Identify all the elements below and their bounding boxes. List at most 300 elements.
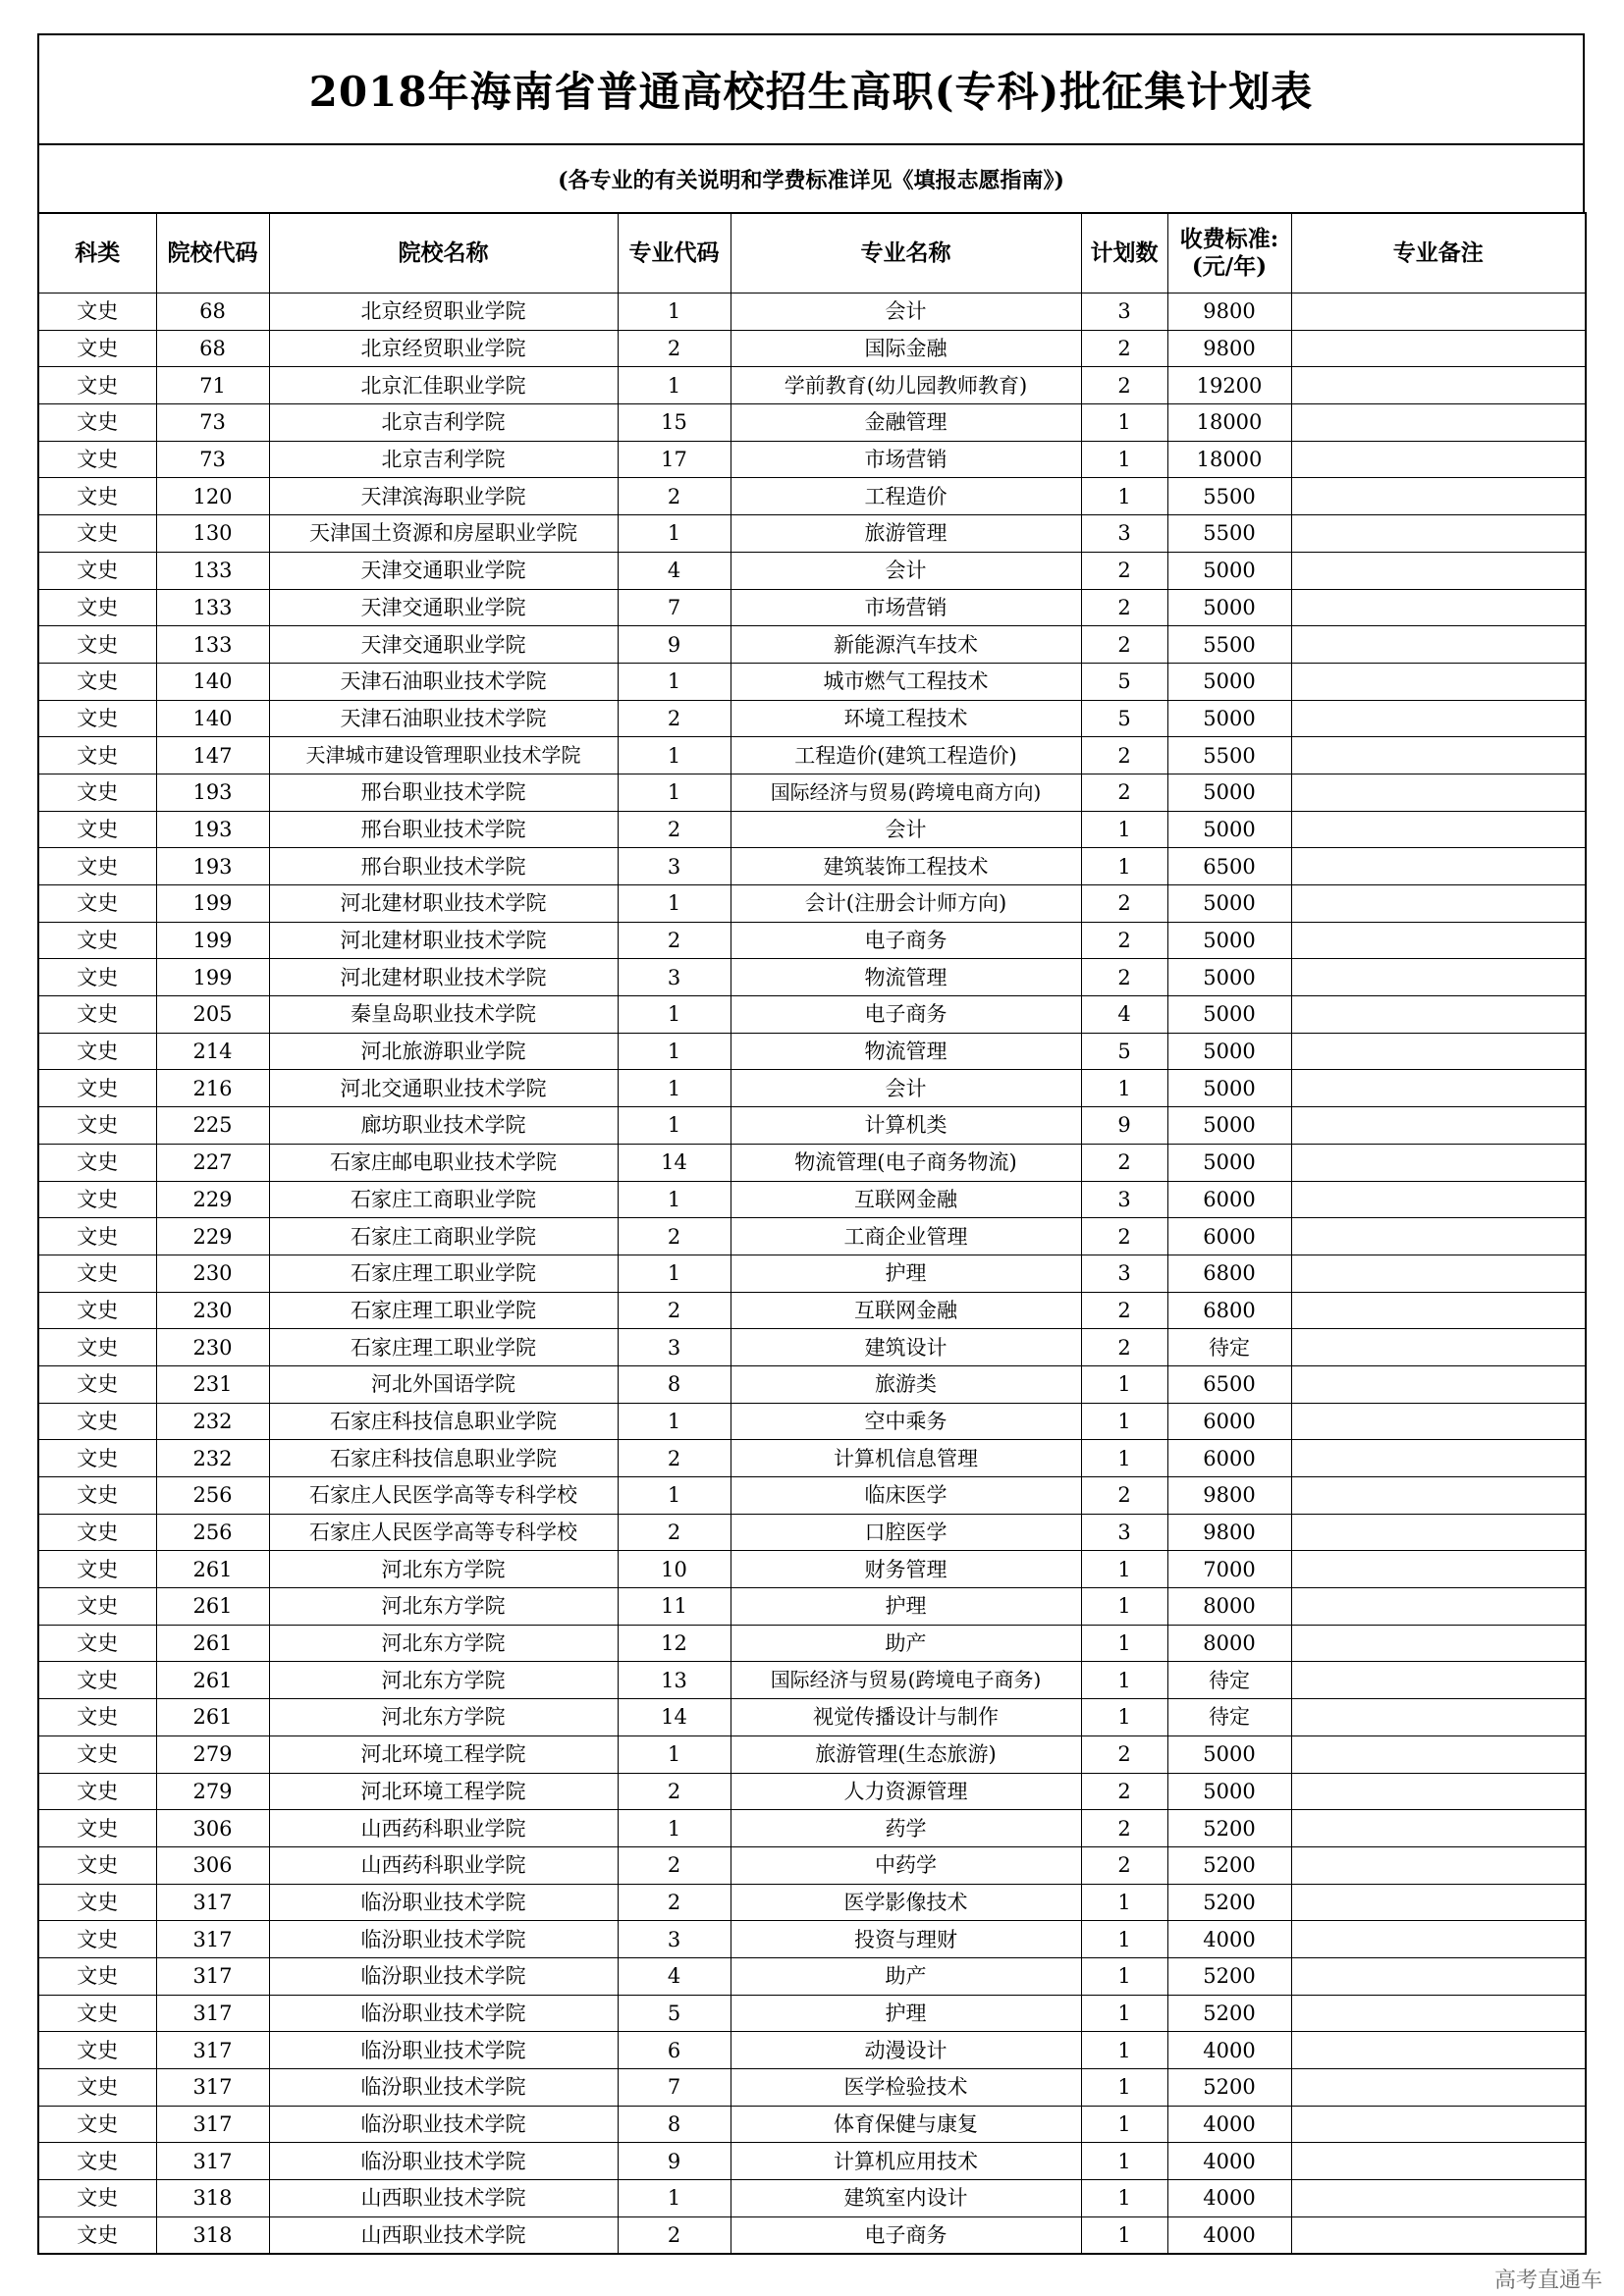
cell-major-code: 2 xyxy=(618,1773,731,1810)
cell-subject: 文史 xyxy=(38,478,156,515)
cell-remarks xyxy=(1291,2106,1586,2143)
table-row xyxy=(38,2032,1586,2069)
table-row xyxy=(38,2216,1586,2254)
cell-major-name: 建筑室内设计 xyxy=(731,2180,1081,2217)
cell-major-code: 1 xyxy=(618,1070,731,1107)
cell-major-name: 会计(注册会计师方向) xyxy=(731,885,1081,923)
cell-school-name: 秦皇岛职业技术学院 xyxy=(269,996,618,1034)
cell-major-name: 旅游管理 xyxy=(731,515,1081,553)
cell-school-code: 317 xyxy=(156,2143,269,2180)
cell-subject: 文史 xyxy=(38,1292,156,1329)
cell-remarks xyxy=(1291,996,1586,1034)
watermark: 高考直通车 xyxy=(1493,2269,1602,2293)
cell-school-code: 317 xyxy=(156,1884,269,1921)
table-row xyxy=(38,589,1586,626)
cell-school-name: 石家庄工商职业学院 xyxy=(269,1218,618,1255)
cell-school-name: 北京吉利学院 xyxy=(269,404,618,442)
cell-major-code: 2 xyxy=(618,811,731,848)
cell-remarks xyxy=(1291,1218,1586,1255)
cell-remarks xyxy=(1291,2180,1586,2217)
cell-subject: 文史 xyxy=(38,1033,156,1070)
cell-school-name: 河北东方学院 xyxy=(269,1551,618,1588)
cell-remarks xyxy=(1291,1107,1586,1145)
cell-plan-count: 1 xyxy=(1081,1625,1167,1662)
table-row xyxy=(38,1292,1586,1329)
table-row xyxy=(38,1181,1586,1218)
cell-tuition: 5200 xyxy=(1167,1846,1291,1884)
cell-subject: 文史 xyxy=(38,441,156,478)
cell-major-code: 2 xyxy=(618,700,731,737)
table-row xyxy=(38,1144,1586,1181)
cell-remarks xyxy=(1291,294,1586,331)
cell-remarks xyxy=(1291,1403,1586,1440)
cell-school-code: 68 xyxy=(156,330,269,367)
table-row xyxy=(38,737,1586,774)
table-row xyxy=(38,1551,1586,1588)
cell-tuition: 5500 xyxy=(1167,626,1291,664)
cell-major-name: 助产 xyxy=(731,1625,1081,1662)
cell-major-name: 体育保健与康复 xyxy=(731,2106,1081,2143)
cell-major-name: 医学检验技术 xyxy=(731,2069,1081,2107)
cell-tuition: 4000 xyxy=(1167,2216,1291,2254)
cell-major-code: 2 xyxy=(618,478,731,515)
table-row xyxy=(38,367,1586,404)
cell-school-name: 河北外国语学院 xyxy=(269,1365,618,1403)
cell-school-code: 318 xyxy=(156,2216,269,2254)
cell-school-name: 石家庄人民医学高等专科学校 xyxy=(269,1514,618,1551)
cell-school-code: 279 xyxy=(156,1773,269,1810)
cell-subject: 文史 xyxy=(38,1070,156,1107)
cell-school-name: 石家庄人民医学高等专科学校 xyxy=(269,1477,618,1515)
cell-remarks xyxy=(1291,330,1586,367)
cell-major-name: 动漫设计 xyxy=(731,2032,1081,2069)
cell-tuition: 5200 xyxy=(1167,1995,1291,2032)
cell-school-code: 199 xyxy=(156,922,269,959)
cell-remarks xyxy=(1291,1514,1586,1551)
cell-subject: 文史 xyxy=(38,1662,156,1699)
table-row xyxy=(38,1699,1586,1736)
cell-major-code: 1 xyxy=(618,1477,731,1515)
cell-tuition: 5000 xyxy=(1167,1773,1291,1810)
table-row xyxy=(38,1846,1586,1884)
cell-major-name: 工商企业管理 xyxy=(731,1218,1081,1255)
cell-school-code: 133 xyxy=(156,552,269,589)
cell-subject: 文史 xyxy=(38,589,156,626)
cell-plan-count: 1 xyxy=(1081,1588,1167,1626)
cell-plan-count: 1 xyxy=(1081,2180,1167,2217)
cell-tuition: 5500 xyxy=(1167,737,1291,774)
cell-remarks xyxy=(1291,1070,1586,1107)
cell-subject: 文史 xyxy=(38,1440,156,1477)
table-row xyxy=(38,922,1586,959)
cell-school-code: 230 xyxy=(156,1329,269,1366)
table-row xyxy=(38,1365,1586,1403)
cell-subject: 文史 xyxy=(38,1699,156,1736)
table-row xyxy=(38,294,1586,331)
cell-subject: 文史 xyxy=(38,1403,156,1440)
cell-school-code: 317 xyxy=(156,2069,269,2107)
cell-tuition: 5000 xyxy=(1167,1033,1291,1070)
cell-tuition: 5000 xyxy=(1167,811,1291,848)
cell-major-name: 物流管理(电子商务物流) xyxy=(731,1144,1081,1181)
cell-subject: 文史 xyxy=(38,1218,156,1255)
cell-major-code: 1 xyxy=(618,1255,731,1292)
cell-plan-count: 1 xyxy=(1081,1403,1167,1440)
cell-subject: 文史 xyxy=(38,1477,156,1515)
cell-remarks xyxy=(1291,1292,1586,1329)
table-row xyxy=(38,663,1586,700)
cell-school-name: 临汾职业技术学院 xyxy=(269,1957,618,1995)
cell-tuition: 6500 xyxy=(1167,1365,1291,1403)
cell-major-name: 国际经济与贸易(跨境电商方向) xyxy=(731,774,1081,811)
cell-remarks xyxy=(1291,1699,1586,1736)
header-plan-count: 计划数 xyxy=(1081,213,1167,294)
cell-tuition: 6800 xyxy=(1167,1255,1291,1292)
cell-school-code: 199 xyxy=(156,959,269,996)
cell-tuition: 5000 xyxy=(1167,774,1291,811)
cell-major-name: 临床医学 xyxy=(731,1477,1081,1515)
cell-school-code: 232 xyxy=(156,1440,269,1477)
cell-major-code: 15 xyxy=(618,404,731,442)
cell-major-name: 学前教育(幼儿园教师教育) xyxy=(731,367,1081,404)
cell-tuition: 5000 xyxy=(1167,552,1291,589)
table-row xyxy=(38,478,1586,515)
cell-tuition: 5200 xyxy=(1167,1957,1291,1995)
cell-remarks xyxy=(1291,774,1586,811)
table-row xyxy=(38,1995,1586,2032)
cell-subject: 文史 xyxy=(38,404,156,442)
cell-school-name: 河北东方学院 xyxy=(269,1699,618,1736)
cell-school-code: 317 xyxy=(156,1921,269,1958)
cell-school-name: 邢台职业技术学院 xyxy=(269,774,618,811)
table-row xyxy=(38,1662,1586,1699)
cell-school-name: 石家庄科技信息职业学院 xyxy=(269,1440,618,1477)
cell-tuition: 4000 xyxy=(1167,2032,1291,2069)
cell-school-name: 天津石油职业技术学院 xyxy=(269,663,618,700)
cell-major-name: 助产 xyxy=(731,1957,1081,1995)
cell-subject: 文史 xyxy=(38,1255,156,1292)
cell-subject: 文史 xyxy=(38,1514,156,1551)
cell-plan-count: 1 xyxy=(1081,2069,1167,2107)
cell-school-name: 天津交通职业学院 xyxy=(269,626,618,664)
cell-remarks xyxy=(1291,1033,1586,1070)
cell-major-name: 会计 xyxy=(731,294,1081,331)
header-major-name: 专业名称 xyxy=(731,213,1081,294)
cell-major-code: 8 xyxy=(618,2106,731,2143)
cell-school-code: 318 xyxy=(156,2180,269,2217)
cell-remarks xyxy=(1291,1921,1586,1958)
cell-plan-count: 5 xyxy=(1081,1033,1167,1070)
cell-plan-count: 1 xyxy=(1081,441,1167,478)
table-row xyxy=(38,1255,1586,1292)
cell-school-name: 邢台职业技术学院 xyxy=(269,811,618,848)
cell-subject: 文史 xyxy=(38,885,156,923)
cell-remarks xyxy=(1291,1735,1586,1773)
cell-plan-count: 4 xyxy=(1081,996,1167,1034)
table-row xyxy=(38,885,1586,923)
cell-tuition: 5200 xyxy=(1167,2069,1291,2107)
cell-remarks xyxy=(1291,1662,1586,1699)
cell-tuition: 5000 xyxy=(1167,1144,1291,1181)
cell-plan-count: 1 xyxy=(1081,1551,1167,1588)
cell-major-name: 建筑装饰工程技术 xyxy=(731,848,1081,885)
cell-major-name: 视觉传播设计与制作 xyxy=(731,1699,1081,1736)
cell-tuition: 6000 xyxy=(1167,1403,1291,1440)
cell-remarks xyxy=(1291,1957,1586,1995)
cell-subject: 文史 xyxy=(38,1773,156,1810)
cell-subject: 文史 xyxy=(38,1365,156,1403)
cell-plan-count: 2 xyxy=(1081,1218,1167,1255)
cell-subject: 文史 xyxy=(38,1625,156,1662)
cell-major-code: 1 xyxy=(618,1107,731,1145)
cell-school-name: 石家庄理工职业学院 xyxy=(269,1255,618,1292)
cell-school-code: 231 xyxy=(156,1365,269,1403)
cell-tuition: 6000 xyxy=(1167,1440,1291,1477)
cell-subject: 文史 xyxy=(38,774,156,811)
cell-school-code: 232 xyxy=(156,1403,269,1440)
cell-plan-count: 1 xyxy=(1081,811,1167,848)
cell-major-name: 工程造价(建筑工程造价) xyxy=(731,737,1081,774)
cell-school-name: 临汾职业技术学院 xyxy=(269,1995,618,2032)
cell-plan-count: 2 xyxy=(1081,589,1167,626)
cell-tuition: 6000 xyxy=(1167,1218,1291,1255)
cell-major-name: 城市燃气工程技术 xyxy=(731,663,1081,700)
table-row xyxy=(38,848,1586,885)
cell-school-code: 256 xyxy=(156,1477,269,1515)
cell-major-code: 2 xyxy=(618,1884,731,1921)
cell-remarks xyxy=(1291,663,1586,700)
cell-plan-count: 2 xyxy=(1081,1735,1167,1773)
cell-subject: 文史 xyxy=(38,2069,156,2107)
table-row xyxy=(38,1033,1586,1070)
table-row xyxy=(38,515,1586,553)
cell-school-code: 261 xyxy=(156,1551,269,1588)
cell-major-code: 7 xyxy=(618,589,731,626)
cell-plan-count: 2 xyxy=(1081,774,1167,811)
cell-remarks xyxy=(1291,515,1586,553)
table-row xyxy=(38,1773,1586,1810)
cell-school-code: 227 xyxy=(156,1144,269,1181)
cell-subject: 文史 xyxy=(38,811,156,848)
cell-school-code: 130 xyxy=(156,515,269,553)
cell-school-name: 河北旅游职业学院 xyxy=(269,1033,618,1070)
cell-subject: 文史 xyxy=(38,1884,156,1921)
cell-school-code: 193 xyxy=(156,811,269,848)
cell-subject: 文史 xyxy=(38,2180,156,2217)
cell-school-code: 216 xyxy=(156,1070,269,1107)
cell-plan-count: 2 xyxy=(1081,1477,1167,1515)
cell-plan-count: 1 xyxy=(1081,1070,1167,1107)
cell-tuition: 6500 xyxy=(1167,848,1291,885)
cell-remarks xyxy=(1291,1884,1586,1921)
cell-school-name: 北京汇佳职业学院 xyxy=(269,367,618,404)
cell-major-code: 4 xyxy=(618,552,731,589)
cell-major-code: 2 xyxy=(618,1440,731,1477)
cell-major-name: 人力资源管理 xyxy=(731,1773,1081,1810)
cell-school-code: 147 xyxy=(156,737,269,774)
cell-major-code: 2 xyxy=(618,1218,731,1255)
cell-subject: 文史 xyxy=(38,1107,156,1145)
cell-subject: 文史 xyxy=(38,2032,156,2069)
cell-tuition: 5000 xyxy=(1167,922,1291,959)
cell-plan-count: 3 xyxy=(1081,1181,1167,1218)
cell-tuition: 5000 xyxy=(1167,1735,1291,1773)
cell-remarks xyxy=(1291,1255,1586,1292)
cell-remarks xyxy=(1291,700,1586,737)
cell-subject: 文史 xyxy=(38,959,156,996)
cell-subject: 文史 xyxy=(38,700,156,737)
cell-school-code: 317 xyxy=(156,2106,269,2143)
table-row xyxy=(38,552,1586,589)
table-row xyxy=(38,1403,1586,1440)
cell-plan-count: 3 xyxy=(1081,1255,1167,1292)
cell-subject: 文史 xyxy=(38,1995,156,2032)
header-school-name: 院校名称 xyxy=(269,213,618,294)
cell-major-name: 市场营销 xyxy=(731,441,1081,478)
cell-remarks xyxy=(1291,1588,1586,1626)
table-row xyxy=(38,330,1586,367)
cell-school-name: 河北建材职业技术学院 xyxy=(269,959,618,996)
cell-school-name: 临汾职业技术学院 xyxy=(269,2106,618,2143)
cell-plan-count: 2 xyxy=(1081,367,1167,404)
cell-plan-count: 2 xyxy=(1081,330,1167,367)
cell-school-code: 317 xyxy=(156,2032,269,2069)
cell-school-code: 229 xyxy=(156,1181,269,1218)
cell-plan-count: 2 xyxy=(1081,737,1167,774)
cell-remarks xyxy=(1291,441,1586,478)
cell-tuition: 18000 xyxy=(1167,441,1291,478)
cell-plan-count: 2 xyxy=(1081,959,1167,996)
cell-major-name: 财务管理 xyxy=(731,1551,1081,1588)
cell-school-name: 天津国土资源和房屋职业学院 xyxy=(269,515,618,553)
cell-plan-count: 1 xyxy=(1081,1440,1167,1477)
cell-subject: 文史 xyxy=(38,515,156,553)
cell-major-code: 2 xyxy=(618,1846,731,1884)
cell-major-code: 2 xyxy=(618,2216,731,2254)
cell-tuition: 8000 xyxy=(1167,1588,1291,1626)
cell-major-code: 3 xyxy=(618,1921,731,1958)
cell-subject: 文史 xyxy=(38,663,156,700)
cell-major-code: 1 xyxy=(618,2180,731,2217)
plan-table xyxy=(37,212,1587,2255)
cell-school-code: 205 xyxy=(156,996,269,1034)
cell-school-code: 68 xyxy=(156,294,269,331)
header-major-code: 专业代码 xyxy=(618,213,731,294)
cell-subject: 文史 xyxy=(38,2143,156,2180)
cell-major-code: 10 xyxy=(618,1551,731,1588)
cell-school-name: 河北建材职业技术学院 xyxy=(269,885,618,923)
cell-school-code: 193 xyxy=(156,848,269,885)
cell-school-name: 山西职业技术学院 xyxy=(269,2180,618,2217)
cell-remarks xyxy=(1291,1773,1586,1810)
cell-tuition: 4000 xyxy=(1167,2143,1291,2180)
cell-tuition: 9800 xyxy=(1167,330,1291,367)
cell-plan-count: 1 xyxy=(1081,2106,1167,2143)
cell-school-code: 230 xyxy=(156,1292,269,1329)
cell-subject: 文史 xyxy=(38,2106,156,2143)
cell-major-code: 1 xyxy=(618,294,731,331)
cell-plan-count: 1 xyxy=(1081,1957,1167,1995)
cell-tuition: 5200 xyxy=(1167,1884,1291,1921)
cell-major-name: 护理 xyxy=(731,1588,1081,1626)
cell-school-name: 天津交通职业学院 xyxy=(269,552,618,589)
cell-tuition: 6800 xyxy=(1167,1292,1291,1329)
cell-plan-count: 2 xyxy=(1081,1329,1167,1366)
cell-plan-count: 2 xyxy=(1081,552,1167,589)
cell-school-name: 河北交通职业技术学院 xyxy=(269,1070,618,1107)
cell-school-name: 北京吉利学院 xyxy=(269,441,618,478)
cell-tuition: 8000 xyxy=(1167,1625,1291,1662)
cell-school-name: 石家庄工商职业学院 xyxy=(269,1181,618,1218)
cell-school-code: 120 xyxy=(156,478,269,515)
cell-major-code: 1 xyxy=(618,1735,731,1773)
cell-remarks xyxy=(1291,478,1586,515)
cell-school-name: 山西药科职业学院 xyxy=(269,1810,618,1847)
cell-school-name: 河北建材职业技术学院 xyxy=(269,922,618,959)
cell-school-code: 73 xyxy=(156,404,269,442)
cell-subject: 文史 xyxy=(38,330,156,367)
cell-major-code: 1 xyxy=(618,996,731,1034)
cell-school-code: 230 xyxy=(156,1255,269,1292)
cell-remarks xyxy=(1291,1995,1586,2032)
table-header-row xyxy=(38,213,1586,294)
cell-school-name: 河北东方学院 xyxy=(269,1588,618,1626)
cell-major-name: 医学影像技术 xyxy=(731,1884,1081,1921)
cell-school-code: 73 xyxy=(156,441,269,478)
cell-major-code: 2 xyxy=(618,1292,731,1329)
cell-plan-count: 3 xyxy=(1081,294,1167,331)
cell-tuition: 4000 xyxy=(1167,2106,1291,2143)
cell-tuition: 5500 xyxy=(1167,515,1291,553)
cell-major-code: 17 xyxy=(618,441,731,478)
cell-school-code: 214 xyxy=(156,1033,269,1070)
cell-tuition: 5000 xyxy=(1167,885,1291,923)
cell-plan-count: 1 xyxy=(1081,1995,1167,2032)
cell-major-code: 14 xyxy=(618,1144,731,1181)
cell-plan-count: 1 xyxy=(1081,1365,1167,1403)
cell-major-name: 投资与理财 xyxy=(731,1921,1081,1958)
cell-school-name: 北京经贸职业学院 xyxy=(269,330,618,367)
cell-major-code: 8 xyxy=(618,1365,731,1403)
cell-school-code: 256 xyxy=(156,1514,269,1551)
cell-subject: 文史 xyxy=(38,1329,156,1366)
cell-school-name: 临汾职业技术学院 xyxy=(269,2032,618,2069)
cell-plan-count: 2 xyxy=(1081,1773,1167,1810)
cell-major-name: 会计 xyxy=(731,552,1081,589)
cell-major-name: 新能源汽车技术 xyxy=(731,626,1081,664)
cell-plan-count: 1 xyxy=(1081,478,1167,515)
cell-remarks xyxy=(1291,589,1586,626)
cell-major-name: 建筑设计 xyxy=(731,1329,1081,1366)
cell-tuition: 待定 xyxy=(1167,1329,1291,1366)
cell-major-code: 14 xyxy=(618,1699,731,1736)
plan-sheet xyxy=(37,33,1585,2255)
cell-school-code: 261 xyxy=(156,1699,269,1736)
cell-plan-count: 1 xyxy=(1081,2032,1167,2069)
cell-major-code: 6 xyxy=(618,2032,731,2069)
cell-school-name: 邢台职业技术学院 xyxy=(269,848,618,885)
cell-school-code: 306 xyxy=(156,1810,269,1847)
cell-major-code: 2 xyxy=(618,1514,731,1551)
cell-remarks xyxy=(1291,959,1586,996)
cell-major-code: 1 xyxy=(618,1403,731,1440)
cell-plan-count: 1 xyxy=(1081,1921,1167,1958)
cell-subject: 文史 xyxy=(38,1810,156,1847)
cell-subject: 文史 xyxy=(38,922,156,959)
cell-remarks xyxy=(1291,1477,1586,1515)
cell-subject: 文史 xyxy=(38,552,156,589)
cell-major-code: 1 xyxy=(618,367,731,404)
